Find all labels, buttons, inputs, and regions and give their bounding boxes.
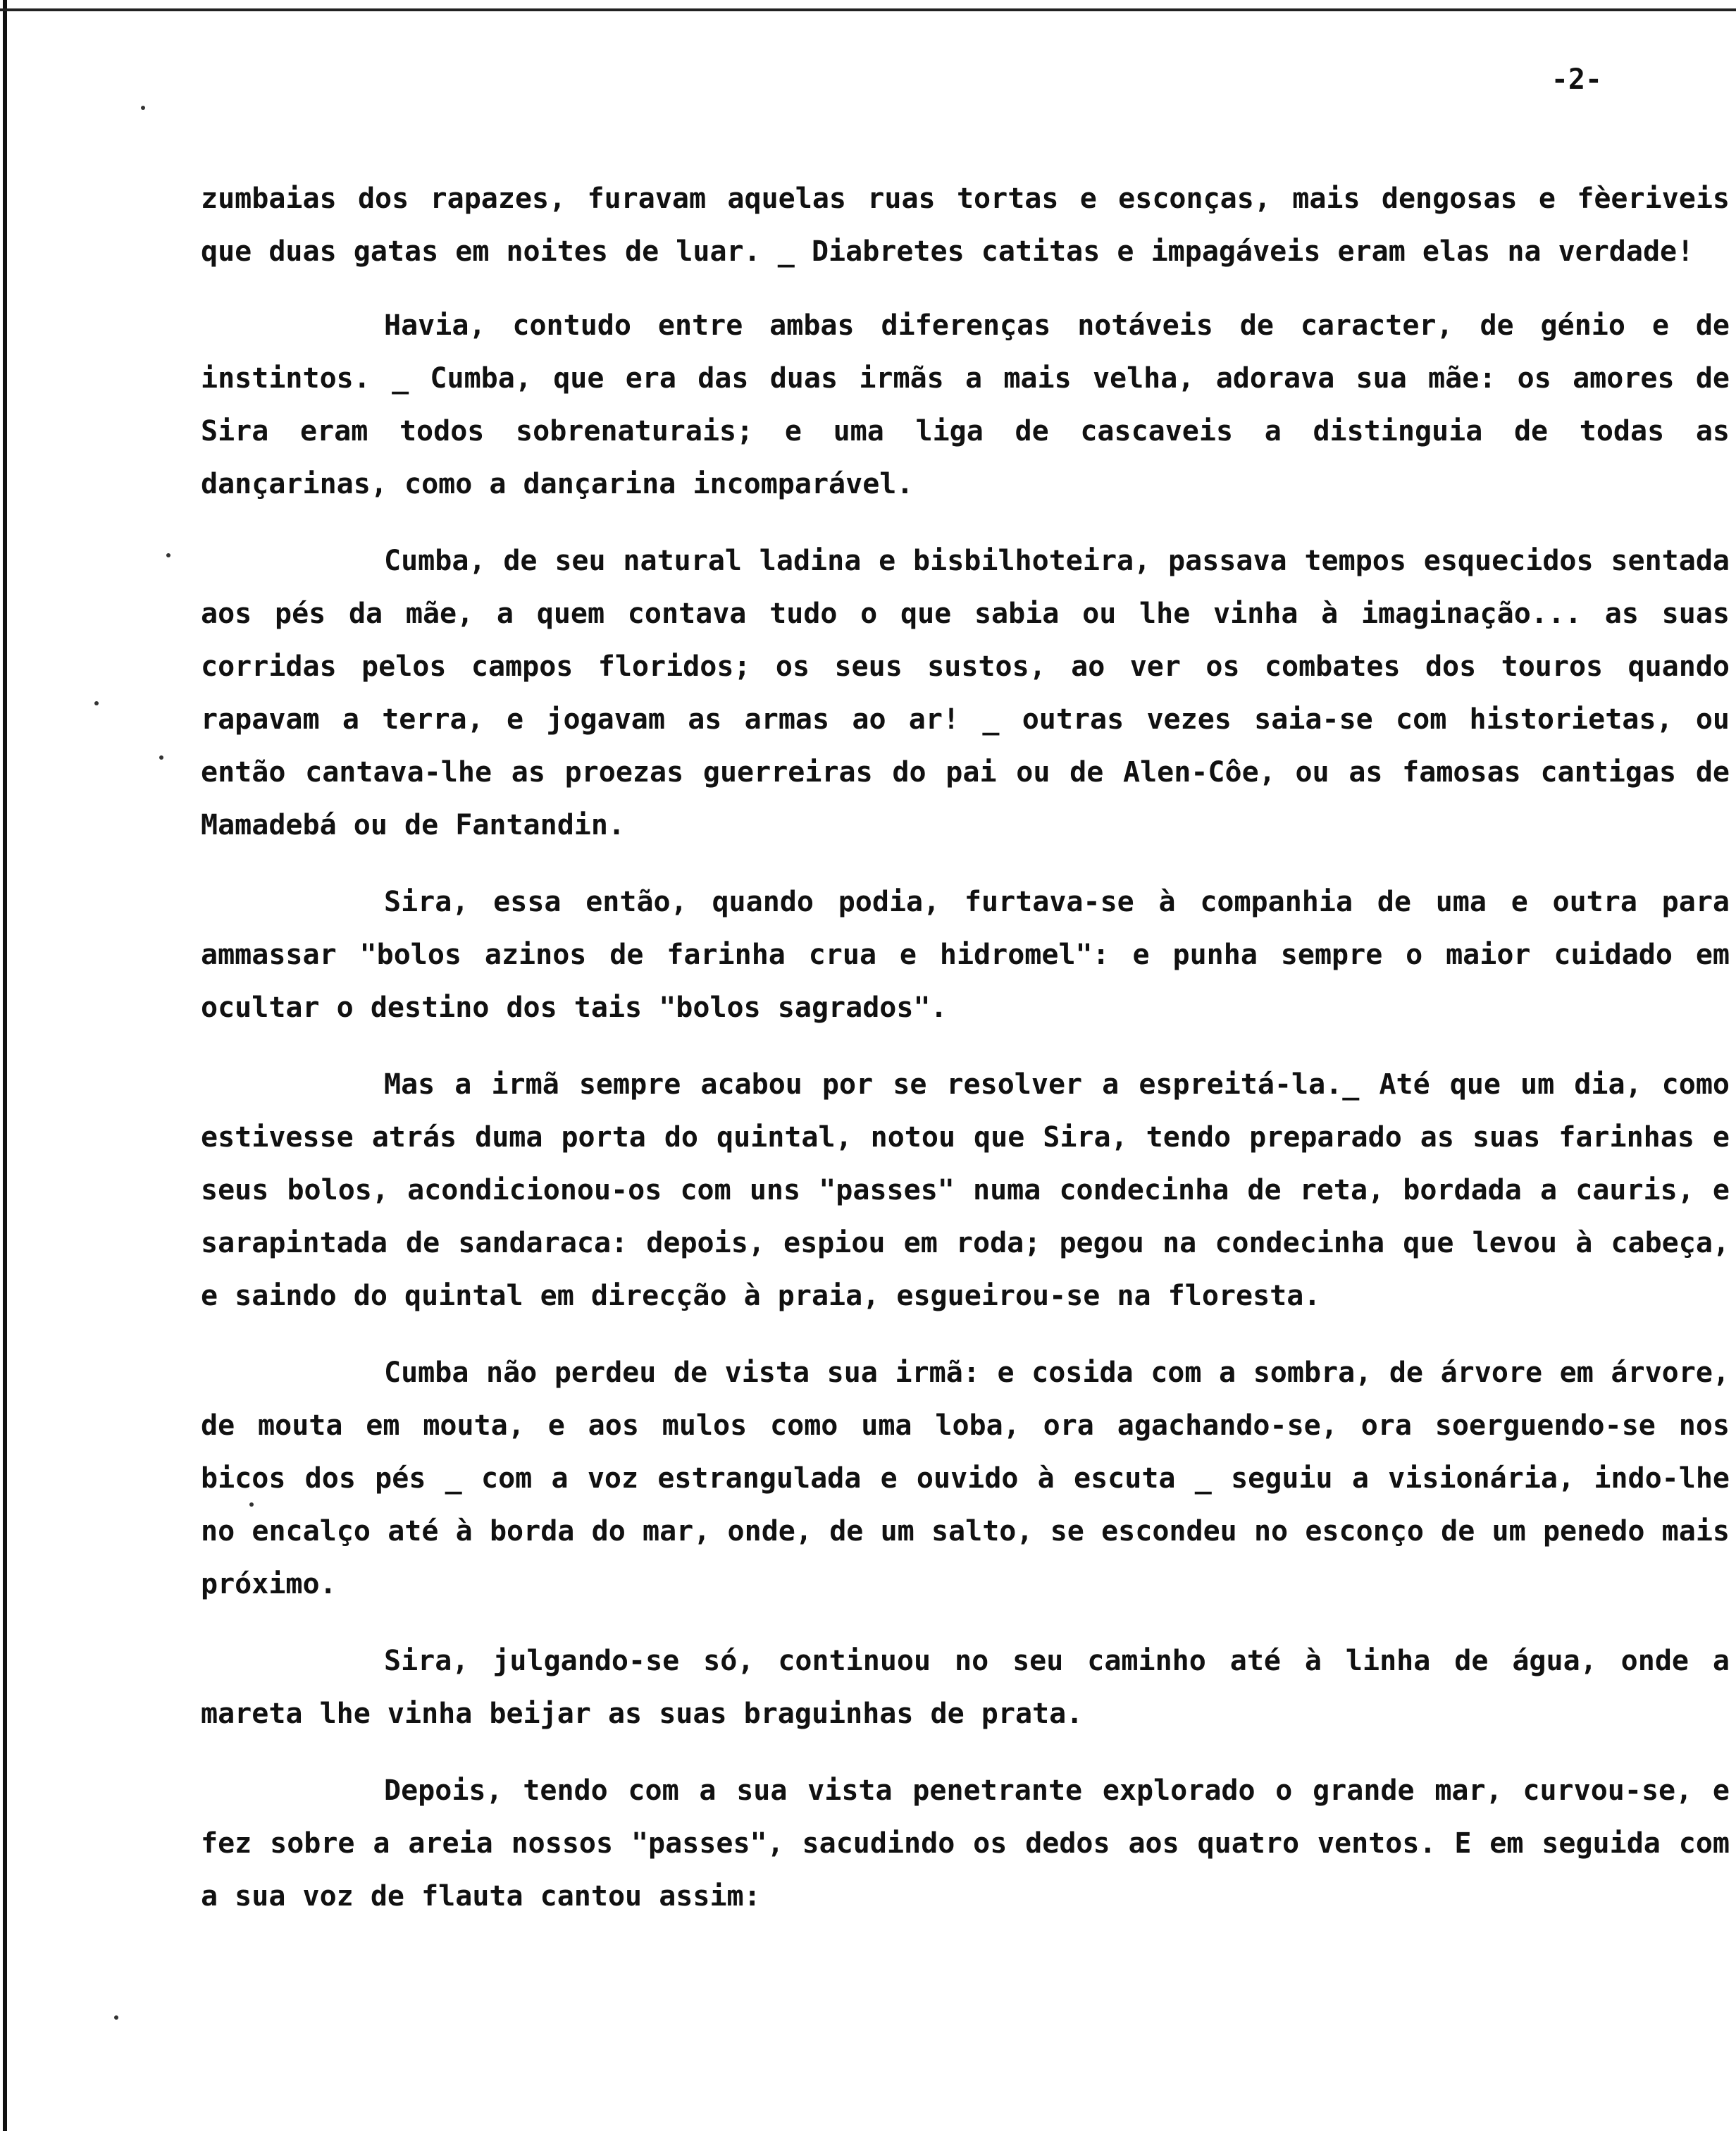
paragraph: Depois, tendo com a sua vista penetrante explorado o grande mar, curvou-se, e fez sobre a areia nossos "passes", sacudindo os dedos aos quatro ventos. E em seguida com a sua voz de flauta cantou assim: bbox=[201, 1774, 1730, 1913]
paragraph: Sira, essa então, quando podia, furtava-se à companhia de uma e outra para ammassar "bolos azinos de farinha crua e hidromel": e punha sempre o maior cuidado em ocultar o destino dos tais "bolos sagrados". bbox=[201, 886, 1730, 1024]
paragraph: Cumba não perdeu de vista sua irmã: e cosida com a sombra, de árvore em árvore, de mouta em mouta, e aos mulos como uma loba, ora agachando-se, ora soerguendo-se nos bicos dos pés _ com a voz estrangulada e ouvido à escuta _ seguiu a visionária, indo-lhe no encalço até à borda do mar, onde, de um salto, se escondeu no esconço de um penedo mais próximo. bbox=[201, 1357, 1730, 1600]
paragraph: Havia, contudo entre ambas diferenças notáveis de caracter, de génio e de instintos. _ Cumba, que era das duas irmãs a mais velha, adorava sua mãe: os amores de Sira eram todos sobrenaturais; e uma liga de cascaveis a distinguia de todas as dançarinas, como a dançarina incomparável. bbox=[201, 309, 1730, 500]
paragraph: Mas a irmã sempre acabou por se resolver a espreitá-la._ Até que um dia, como estivesse atrás duma porta do quintal, notou que Sira, tendo preparado as suas farinhas e seus bolos, acondicionou-os com uns "passes" numa condecinha de reta, bordada a cauris, e sarapintada de sandaraca: depois, espiou em roda; pegou na condecinha que levou à cabeça, e saindo do quintal em direcção à praia, esgueirou-se na floresta. bbox=[201, 1068, 1730, 1312]
paragraph: zumbaias dos rapazes, furavam aquelas ruas tortas e esconças, mais dengosas e fèeriveis que duas gatas em noites de luar. _ Diabretes catitas e impagáveis eram elas na verdade! bbox=[201, 183, 1730, 268]
scan-speck bbox=[114, 2015, 118, 2020]
scan-speck bbox=[141, 106, 145, 110]
paragraph: Cumba, de seu natural ladina e bisbilhoteira, passava tempos esquecidos sentada aos pés da mãe, a quem contava tudo o que sabia ou lhe vinha à imaginação... as suas corridas pelos campos floridos; os seus sustos, ao ver os combates dos touros quando rapavam a terra, e jogavam as armas ao ar! _ outras vezes saia-se com historietas, ou então cantava-lhe as proezas guerreiras do pai ou de Alen-Côe, ou as famosas cantigas de Mamadebá ou de Fantandin. bbox=[201, 545, 1730, 841]
document-body bbox=[201, 173, 1730, 1947]
scan-speck bbox=[166, 553, 170, 557]
paragraph: Sira, julgando-se só, continuou no seu caminho até à linha de água, onde a mareta lhe vinha beijar as suas braguinhas de prata. bbox=[201, 1645, 1730, 1730]
page-number: -2- bbox=[1551, 63, 1602, 96]
scan-speck bbox=[159, 755, 163, 760]
page-left-border bbox=[3, 0, 7, 2131]
scan-speck bbox=[94, 701, 99, 705]
page-top-border bbox=[0, 8, 1736, 11]
